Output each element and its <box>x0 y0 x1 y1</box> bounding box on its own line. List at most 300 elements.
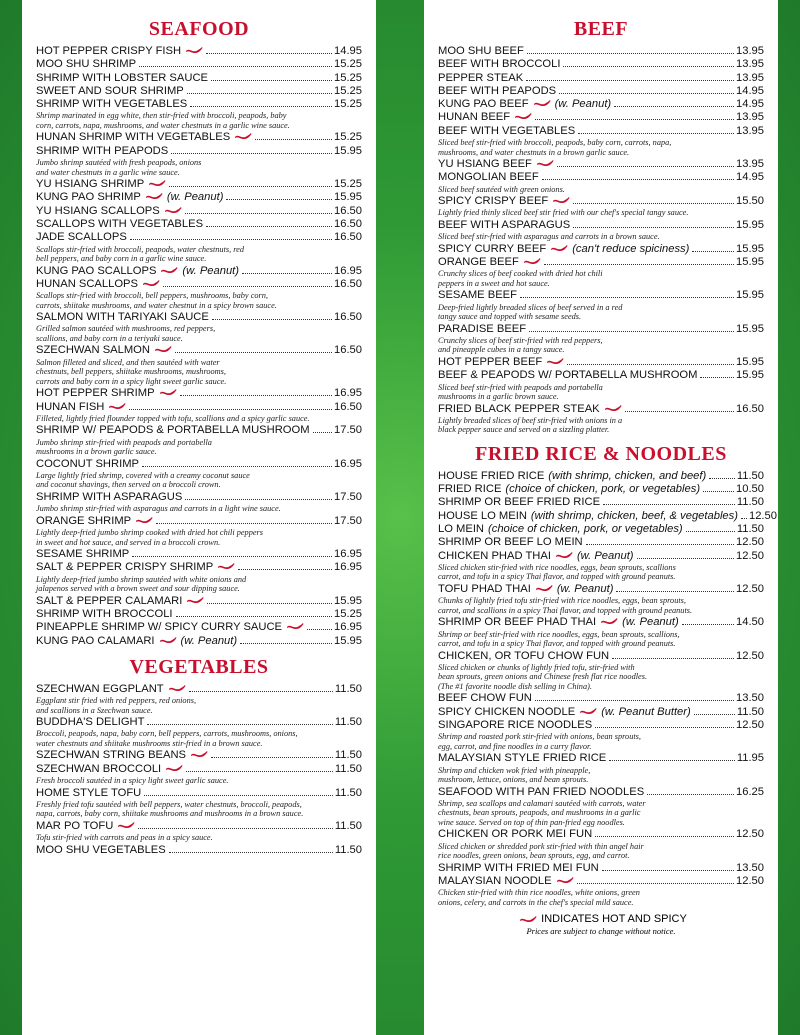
item-price: 15.25 <box>334 607 362 620</box>
menu-item <box>438 72 764 85</box>
menu-item <box>36 387 362 400</box>
item-price: 16.50 <box>334 231 362 244</box>
item-price: 14.50 <box>736 616 764 629</box>
item-price: 14.95 <box>736 84 764 97</box>
item-name: PINEAPPLE SHRIMP W/ SPICY CURRY SAUCE <box>36 621 282 634</box>
dot-leader <box>180 395 332 396</box>
chili-pepper-icon <box>552 196 570 204</box>
item-name: HOT PEPPER CRISPY FISH <box>36 45 182 57</box>
dot-leader <box>255 139 332 140</box>
item-note: (choice of chicken, pork, or vegetables) <box>488 523 683 536</box>
item-name: SALMON WITH TARIYAKI SAUCE <box>36 311 209 324</box>
menu-item <box>36 548 362 561</box>
dot-leader <box>544 264 734 265</box>
dot-leader <box>557 166 734 167</box>
menu-section <box>438 442 777 907</box>
menu-item <box>36 401 362 414</box>
menu-item <box>438 369 764 382</box>
dot-leader <box>609 760 735 761</box>
item-price: 12.50 <box>736 828 764 841</box>
chili-pepper-icon <box>523 257 541 265</box>
item-note: (can't reduce spiciness) <box>572 242 690 255</box>
dot-leader <box>595 727 734 728</box>
item-price: 15.95 <box>736 369 764 382</box>
menu-item <box>36 608 362 621</box>
menu-item <box>36 311 362 324</box>
menu-item <box>36 231 362 244</box>
item-price: 16.50 <box>736 402 764 415</box>
item-price: 16.95 <box>334 561 362 574</box>
dot-leader <box>226 199 332 200</box>
chili-pepper-icon <box>135 516 153 524</box>
dot-leader <box>156 523 332 524</box>
menu-item <box>36 515 362 528</box>
item-description: Freshly fried tofu sautéed with bell peppers, water chestnuts, broccoli, peapods, napa, carrots, baby corn, shiitake mushrooms and mushrooms in a brown sauce. <box>36 799 304 819</box>
item-price: 12.50 <box>736 582 764 595</box>
dot-leader <box>709 478 735 479</box>
chili-pepper-icon <box>533 99 551 107</box>
item-note: (w. Peanut Butter) <box>601 705 691 718</box>
dot-leader <box>614 106 734 107</box>
menu-item <box>36 820 362 833</box>
item-name: SHRIMP WITH PEAPODS <box>36 144 169 157</box>
item-name: MAR PO TOFU <box>36 819 114 832</box>
menu-item <box>438 323 764 336</box>
item-name: SESAME SHRIMP <box>36 548 130 561</box>
menu-item <box>438 403 764 416</box>
item-name: HUNAN SHRIMP WITH VEGETABLES <box>36 131 231 144</box>
item-name: SPICY CHICKEN NOODLE <box>438 705 576 718</box>
item-price: 12.50 <box>736 549 764 562</box>
menu-item <box>438 158 764 171</box>
chili-pepper-icon <box>165 764 183 772</box>
legend <box>438 913 764 925</box>
chili-pepper-icon <box>168 684 186 692</box>
section-title: VEGETABLES <box>129 655 269 678</box>
menu-item <box>36 491 362 504</box>
right-column <box>424 0 778 1035</box>
item-name: SHRIMP W/ PEAPODS & PORTABELLA MUSHROOM <box>36 424 310 437</box>
chili-pepper-icon <box>186 596 204 604</box>
dot-leader <box>563 66 734 67</box>
dot-leader <box>187 93 332 94</box>
menu-item <box>36 621 362 634</box>
item-name: SALT & PEPPER CRISPY SHRIMP <box>36 561 214 574</box>
item-price: 16.50 <box>334 277 362 290</box>
chili-pepper-icon <box>190 750 208 758</box>
menu-item <box>438 111 764 124</box>
chili-pepper-icon <box>514 112 532 120</box>
item-name: SALT & PEPPER CALAMARI <box>36 594 183 607</box>
item-price: 15.25 <box>334 58 362 71</box>
dot-leader <box>686 531 735 532</box>
item-name: HOME STYLE TOFU <box>36 786 142 799</box>
item-price: 16.95 <box>334 387 362 400</box>
dot-leader <box>313 432 332 433</box>
item-name: HUNAN SCALLOPS <box>36 277 138 290</box>
item-name: SPICY CRISPY BEEF <box>438 195 549 208</box>
dot-leader <box>147 724 332 725</box>
item-description: Crunchy slices of beef cooked with dried hot chili peppers in a sweet and hot sauce. <box>438 269 603 288</box>
dot-leader <box>211 80 332 81</box>
item-price: 13.95 <box>736 111 764 124</box>
dot-leader <box>612 658 734 659</box>
item-description: Deep-fried lightly breaded slices of beef served in a red tangy sauce and topped with sesame seeds. <box>438 302 623 322</box>
chili-pepper-icon <box>519 915 537 923</box>
item-description: Fresh broccoli sautéed in a spicy light sweet garlic sauce. <box>36 776 229 785</box>
dot-leader <box>142 466 332 467</box>
item-description: Sliced beef sautéed with green onions. <box>438 184 565 194</box>
chili-pepper-icon <box>546 357 564 365</box>
item-description: Broccoli, peapods, napa, baby corn, bell peppers, carrots, mushrooms, onions, water chestnuts and shiitake mushrooms stir-fried in a brown sauce. <box>36 729 298 748</box>
item-description: Large lightly fried shrimp, covered with a creamy coconut sauce and coconut shavings, then served on a broccoli crown. <box>36 470 250 490</box>
item-description: Jumbo shrimp stir-fried with peapods and portabella mushrooms in a brown garlic sauce. <box>36 437 212 457</box>
menu-item <box>438 786 764 799</box>
item-description: Sliced beef stir-fried with peapods and portabella mushrooms in a garlic brown sauce. <box>438 382 603 402</box>
chili-pepper-icon <box>555 551 573 559</box>
menu-item <box>36 344 362 357</box>
item-description: Lightly deep-fried jumbo shrimp sautéed with white onions and jalapenos served with a brown sweet and sour dipping sauce. <box>36 574 247 594</box>
menu-item <box>36 595 362 608</box>
item-price: 15.25 <box>334 178 362 191</box>
menu-item <box>438 862 764 875</box>
item-price: 15.95 <box>736 322 764 335</box>
dot-leader <box>240 643 332 644</box>
menu-item <box>36 98 362 111</box>
item-price: 12.50 <box>736 649 764 662</box>
menu-item <box>36 716 362 729</box>
chili-pepper-icon <box>217 562 235 570</box>
item-price: 13.50 <box>736 861 764 874</box>
dot-leader <box>700 377 734 378</box>
chili-pepper-icon <box>234 132 252 140</box>
item-name: MOO SHU VEGETABLES <box>36 843 166 856</box>
menu-item <box>36 145 362 158</box>
item-price: 13.50 <box>736 692 764 705</box>
item-description: Eggplant stir fried with red peppers, red onions, and scallions in a Szechwan sauce. <box>36 696 197 715</box>
item-price: 15.25 <box>334 84 362 97</box>
item-price: 14.95 <box>334 45 362 57</box>
item-price: 13.95 <box>736 58 764 71</box>
item-price: 17.50 <box>334 424 362 437</box>
item-price: 15.95 <box>736 289 764 302</box>
menu-item <box>438 616 764 629</box>
item-name: BEEF WITH ASPARAGUS <box>438 218 571 231</box>
chili-pepper-icon <box>145 192 163 200</box>
dot-leader <box>130 239 332 240</box>
dot-leader <box>573 227 734 228</box>
item-name: BUDDHA'S DELIGHT <box>36 716 145 729</box>
item-price: 11.50 <box>736 496 764 509</box>
dot-leader <box>176 616 332 617</box>
menu-section <box>36 656 362 857</box>
item-name: KUNG PAO SHRIMP <box>36 191 141 204</box>
menu-item <box>36 205 362 218</box>
menu-item <box>438 828 764 841</box>
item-name: CHICKEN, OR TOFU CHOW FUN <box>438 649 610 662</box>
item-price: 15.25 <box>334 98 362 111</box>
item-name: TOFU PHAD THAI <box>438 582 531 595</box>
menu-item <box>438 289 764 302</box>
item-name: SESAME BEEF <box>438 289 517 302</box>
item-name: CHICKEN PHAD THAI <box>438 549 551 562</box>
menu-item <box>438 470 764 483</box>
item-price: 15.95 <box>334 191 362 204</box>
chili-pepper-icon <box>579 707 597 715</box>
menu-item <box>438 483 764 496</box>
item-price: 16.25 <box>736 785 764 798</box>
menu-item <box>36 218 362 231</box>
menu-item <box>36 458 362 471</box>
item-name: BEEF CHOW FUN <box>438 692 532 705</box>
item-price: 15.95 <box>334 594 362 607</box>
dot-leader <box>586 544 734 545</box>
menu-item <box>438 583 764 596</box>
item-description: Lightly breaded slices of beef stir-fried with onions in a black pepper sauce and served on a sizzling platter. <box>438 415 623 435</box>
item-price: 11.50 <box>334 716 362 729</box>
item-price: 11.50 <box>334 786 362 799</box>
menu-item <box>36 844 362 857</box>
item-price: 11.50 <box>736 705 764 718</box>
item-price: 12.50 <box>736 874 764 887</box>
dot-leader <box>212 319 332 320</box>
item-description: Chicken stir-fried with thin rice noodles, white onions, green onions, celery, and carrots in the chef's special mild sauce. <box>438 888 640 907</box>
item-name: FRIED RICE <box>438 483 502 496</box>
chili-pepper-icon <box>604 404 622 412</box>
menu-item <box>438 45 764 58</box>
dot-leader <box>132 556 332 557</box>
item-name: ORANGE BEEF <box>438 256 519 269</box>
item-price: 17.50 <box>334 490 362 503</box>
item-note: (w. Peanut) <box>576 549 634 562</box>
item-description: Scallops stir-fried with broccoli, peapods, water chestnuts, red bell peppers, and baby corn in a garlic wine sauce. <box>36 244 245 264</box>
item-name: SCALLOPS WITH VEGETABLES <box>36 217 204 230</box>
item-name: BEEF & PEAPODS W/ PORTABELLA MUSHROOM <box>438 369 698 382</box>
dot-leader <box>577 883 734 884</box>
item-description: Shrimp and roasted pork stir-fried with onions, bean sprouts, egg, carrot, and fine noodles in a curry flavor. <box>438 732 641 751</box>
item-name: BEEF WITH BROCCOLI <box>438 58 561 71</box>
item-description: Salmon filleted and sliced, and then sautéed with water chestnuts, bell peppers, shiitake mushrooms, mushrooms, carrots and baby corn in a spicy light sweet garlic sauce. <box>36 357 227 386</box>
left-column <box>22 0 376 1035</box>
item-price: 15.95 <box>736 218 764 231</box>
item-name: YU HSIANG BEEF <box>438 158 532 171</box>
item-price: 16.50 <box>334 311 362 324</box>
dot-leader <box>682 624 734 625</box>
dot-leader <box>175 352 332 353</box>
item-name: SHRIMP WITH ASPARAGUS <box>36 490 183 503</box>
dot-leader <box>189 691 333 692</box>
item-price: 16.50 <box>334 344 362 357</box>
item-price: 13.95 <box>736 71 764 84</box>
item-note: (w. Peanut) <box>182 264 240 277</box>
chili-pepper-icon <box>148 179 166 187</box>
item-description: Shrimp marinated in egg white, then stir-fried with broccoli, peapods, baby corn, carrots, napa, mushrooms, and water chestnuts in a garlic wine sauce. <box>36 111 290 130</box>
item-price: 15.95 <box>334 634 362 647</box>
item-name: SHRIMP OR BEEF LO MEIN <box>438 536 583 549</box>
dot-leader <box>573 203 734 204</box>
item-name: SHRIMP WITH BROCCOLI <box>36 607 173 620</box>
item-description: Chunks of lightly fried tofu stir-fried with rice noodles, eggs, bean sprouts, carrot, and scallions in a spicy Thai flavor, and topped with ground peanuts. <box>438 596 693 615</box>
menu-item <box>36 191 362 204</box>
item-name: KUNG PAO CALAMARI <box>36 634 155 647</box>
item-description: Sliced beef stir-fried with asparagus and carrots in a brown sauce. <box>438 232 660 242</box>
menu-item <box>438 125 764 138</box>
dot-leader <box>185 499 332 500</box>
item-name: HUNAN BEEF <box>438 111 511 124</box>
item-price: 11.50 <box>736 523 764 536</box>
item-price: 13.95 <box>736 45 764 57</box>
section-title: BEEF <box>573 18 629 40</box>
dot-leader <box>595 836 734 837</box>
chili-pepper-icon <box>159 636 177 644</box>
chili-pepper-icon <box>154 345 172 353</box>
dot-leader <box>171 153 332 154</box>
menu-item <box>438 195 764 208</box>
dot-leader <box>190 106 332 107</box>
menu-item <box>438 243 764 256</box>
item-note: (w. Peanut) <box>166 191 224 204</box>
dot-leader <box>144 795 333 796</box>
chili-pepper-icon <box>556 876 574 884</box>
dot-leader <box>139 66 332 67</box>
item-price: 15.95 <box>334 144 362 157</box>
item-name: SZECHWAN SALMON <box>36 344 150 357</box>
menu-item <box>438 719 764 732</box>
item-price: 16.50 <box>334 217 362 230</box>
dot-leader <box>603 504 735 505</box>
chili-pepper-icon <box>117 821 135 829</box>
item-description: Jumbo shrimp sautéed with fresh peapods, onions and water chestnuts in a garlic wine sauce. <box>36 158 202 177</box>
item-name: MALAYSIAN NOODLE <box>438 874 552 887</box>
item-price: 13.95 <box>736 124 764 137</box>
item-note: (w. Peanut) <box>556 582 614 595</box>
item-name: YU HSIANG SCALLOPS <box>36 204 160 217</box>
dot-leader <box>206 226 332 227</box>
item-price: 15.50 <box>736 195 764 208</box>
dot-leader <box>542 179 734 180</box>
item-name: MOO SHU SHRIMP <box>36 58 137 71</box>
dot-leader <box>616 591 734 592</box>
item-name: SWEET AND SOUR SHRIMP <box>36 84 184 97</box>
item-price: 16.95 <box>334 621 362 634</box>
item-price: 16.95 <box>334 548 362 561</box>
menu-item <box>438 752 764 765</box>
dot-leader <box>186 771 333 772</box>
item-name: MONGOLIAN BEEF <box>438 171 539 184</box>
dot-leader <box>535 700 734 701</box>
item-name: PARADISE BEEF <box>438 322 527 335</box>
item-price: 11.50 <box>334 819 362 832</box>
menu-item <box>438 550 764 563</box>
menu-item <box>438 356 764 369</box>
menu-item <box>36 763 362 776</box>
item-description: Crunchy slices of beef stir-fried with red peppers, and pineapple cubes in a tangy sauce. <box>438 335 603 355</box>
item-price: 15.95 <box>736 256 764 269</box>
item-price: 15.95 <box>736 242 764 255</box>
dot-leader <box>185 213 332 214</box>
item-description: Scallops stir-fried with broccoli, bell peppers, mushrooms, baby corn, carrots, shiitake mushrooms, and water chestnut in a spicy brown sauce. <box>36 291 277 310</box>
item-description: Sliced chicken stir-fried with rice noodles, eggs, bean sprouts, scallions carrot, and tofu in a spicy Thai flavor, and topped with ground peanuts. <box>438 562 676 582</box>
menu-item <box>36 131 362 144</box>
chili-pepper-icon <box>550 244 568 252</box>
item-price: 11.95 <box>736 752 764 765</box>
chili-pepper-icon <box>159 388 177 396</box>
item-price: 14.95 <box>736 98 764 111</box>
dot-leader <box>163 286 332 287</box>
item-name: YU HSIANG SHRIMP <box>36 178 145 191</box>
menu-item <box>438 171 764 184</box>
item-description: Shrimp or beef stir-fried with rice noodles, eggs, bean sprouts, scallions, carrot, and tofu in a spicy Thai flavor, and topped with ground peanuts. <box>438 629 680 649</box>
chili-pepper-icon <box>164 206 182 214</box>
menu-item <box>36 58 362 71</box>
item-description: Lightly fried thinly sliced beef stir fried with our chef's special tangy sauce. <box>438 208 689 218</box>
item-name: SZECHWAN EGGPLANT <box>36 682 164 695</box>
menu-item <box>438 523 764 536</box>
dot-leader <box>741 518 747 519</box>
dot-leader <box>567 364 734 365</box>
item-name: CHICKEN OR PORK MEI FUN <box>438 828 593 841</box>
item-name: SPICY CURRY BEEF <box>438 242 547 255</box>
dot-leader <box>527 53 734 54</box>
item-name: PEPPER STEAK <box>438 71 524 84</box>
menu-item <box>36 178 362 191</box>
item-description: Sliced beef stir-fried with broccoli, peapods, baby corn, carrots, napa, mushrooms, and water chestnuts in a brown garlic sauce. <box>438 138 672 157</box>
menu-item <box>438 85 764 98</box>
item-name: LO MEIN <box>438 523 485 536</box>
chili-pepper-icon <box>142 279 160 287</box>
item-description: Tofu stir-fried with carrots and peas in a spicy sauce. <box>36 833 213 843</box>
price-disclaimer: Prices are subject to change without notice. <box>526 926 676 937</box>
menu-item <box>36 265 362 278</box>
item-price: 12.50 <box>736 718 764 731</box>
menu-item <box>438 509 777 523</box>
item-price: 15.25 <box>334 131 362 144</box>
menu-item <box>438 536 764 549</box>
item-price: 11.50 <box>334 749 362 762</box>
item-name: SHRIMP WITH LOBSTER SAUCE <box>36 71 208 84</box>
dot-leader <box>238 569 332 570</box>
chili-pepper-icon <box>185 46 203 54</box>
item-description: Shrimp, sea scallops and calamari sautéed with carrots, water chestnuts, bean sprouts, peapods, and mushrooms in a garlic wine sauce. Served on top of thin pan-fried egg noodles. <box>438 798 646 827</box>
item-name: MOO SHU BEEF <box>438 45 524 57</box>
item-name: BEEF WITH VEGETABLES <box>438 124 576 137</box>
dot-leader <box>529 331 734 332</box>
menu-section <box>438 18 764 435</box>
menu-item <box>36 561 362 574</box>
item-description: Shrimp and chicken wok fried with pineapple, mushroom, lettuce, onions, and bean sprouts. <box>438 765 591 784</box>
menu-item <box>36 787 362 800</box>
menu-item <box>36 424 362 437</box>
dot-leader <box>647 794 734 795</box>
dot-leader <box>526 80 734 81</box>
chili-pepper-icon <box>536 159 554 167</box>
item-name: HOUSE FRIED RICE <box>438 469 545 482</box>
item-note: (choice of chicken, pork, or vegetables) <box>505 483 701 496</box>
item-name: SZECHWAN STRING BEANS <box>36 749 187 762</box>
legend-text: INDICATES HOT AND SPICY <box>541 913 687 926</box>
menu-item <box>438 256 764 269</box>
menu-item <box>438 98 764 111</box>
item-price: 14.95 <box>736 171 764 184</box>
dot-leader <box>520 297 734 298</box>
dot-leader <box>129 409 332 410</box>
item-price: 11.50 <box>334 682 362 695</box>
item-description: Lightly deep-fried jumbo shrimp cooked with dried hot chili peppers in sweet and hot sauce, and served in a broccoli crown. <box>36 528 263 547</box>
item-name: JADE SCALLOPS <box>36 231 127 244</box>
menu-item <box>36 749 362 762</box>
item-name: SHRIMP WITH VEGETABLES <box>36 98 188 111</box>
item-price: 16.50 <box>334 400 362 413</box>
